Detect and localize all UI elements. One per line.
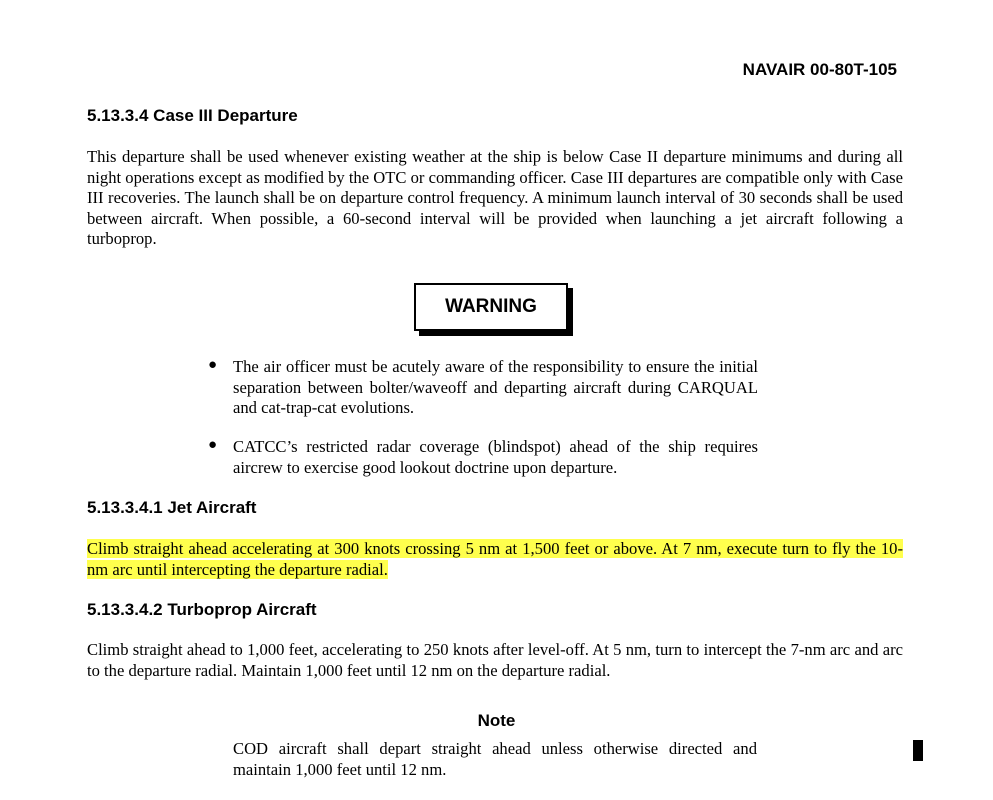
document-id: NAVAIR 00-80T-105 — [742, 60, 897, 79]
subsection-heading-jet-aircraft: 5.13.3.4.1 Jet Aircraft — [87, 498, 257, 517]
warning-list-item — [208, 437, 758, 478]
warning-box — [414, 283, 568, 331]
warning-list — [208, 437, 758, 478]
highlighted-text: Climb straight ahead accelerating at 300 knots crossing 5 nm at 1,500 feet or above. At 7 nm, execute turn to fly the 10-nm arc until intercepting the departure radial. — [87, 539, 903, 579]
warning-list-item — [208, 357, 758, 419]
subsection-heading-turboprop-aircraft: 5.13.3.4.2 Turboprop Aircraft — [87, 600, 317, 619]
warning-list — [208, 357, 758, 419]
change-bar — [913, 740, 923, 761]
bullet-icon: ● — [208, 437, 218, 453]
bullet-icon: ● — [208, 357, 218, 373]
turboprop-aircraft-paragraph: Climb straight ahead to 1,000 feet, accelerating to 250 knots after level-off. At 5 nm, turn to intercept the 7-nm arc and arc to the departure radial. Maintain 1,000 feet until 12 nm on the departure radial. — [87, 640, 903, 680]
warning-label: WARNING — [445, 296, 537, 317]
warning-item-text: The air officer must be acutely aware of the responsibility to ensure the initial separation between bolter/waveoff and departing aircraft during CARQUAL and cat-trap-cat evolutions. — [233, 357, 758, 418]
note-body: COD aircraft shall depart straight ahead unless otherwise directed and maintain 1,000 feet until 12 nm. — [233, 739, 757, 779]
section-heading-case-iii-departure: 5.13.3.4 Case III Departure — [87, 106, 298, 125]
jet-aircraft-paragraph — [87, 539, 903, 580]
note-title: Note — [477, 711, 516, 730]
warning-item-text: CATCC’s restricted radar coverage (blindspot) ahead of the ship requires aircrew to exercise good lookout doctrine upon departure. — [233, 437, 758, 477]
case-iii-departure-paragraph: This departure shall be used whenever existing weather at the ship is below Case II departure minimums and during all night operations except as modified by the OTC or commanding officer. Case III departures are compatible only with Case III recoveries. The launch shall be on departure control frequency. A minimum launch interval of 30 seconds shall be used between aircraft. When possible, a 60-second interval will be provided when launching a jet aircraft following a turboprop. — [87, 147, 903, 249]
